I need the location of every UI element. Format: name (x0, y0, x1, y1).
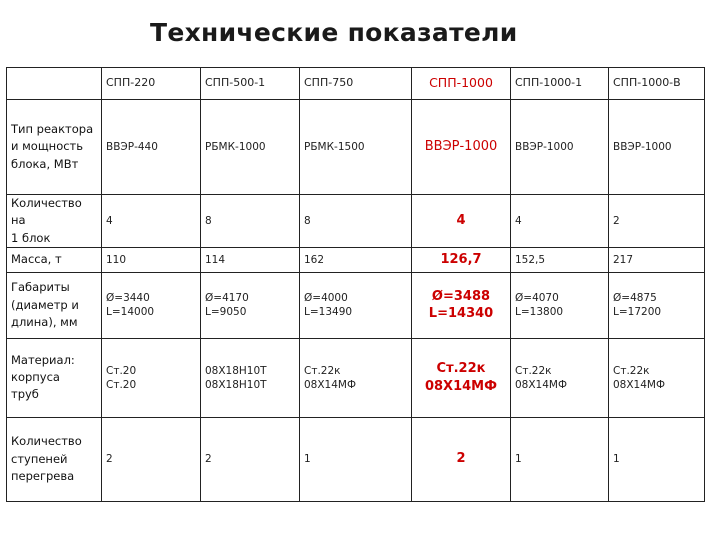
table-cell (102, 272, 201, 338)
table-cell (300, 195, 412, 248)
cell-value: Ст.22к (515, 364, 552, 377)
row-label (7, 195, 102, 248)
table-cell (102, 100, 201, 195)
table-cell (201, 272, 300, 338)
column-header: СПП-220 (102, 68, 201, 100)
table-cell (609, 272, 705, 338)
table-cell (609, 338, 705, 417)
table-cell-highlighted (412, 417, 511, 501)
cell-value: 08Х18Н10Т (205, 378, 267, 391)
row-label-line: труб (11, 387, 39, 402)
table-cell (201, 247, 300, 272)
table-cell (300, 247, 412, 272)
cell-value: 4 (515, 214, 522, 227)
cell-value: L=17200 (613, 306, 662, 319)
cell-value: 08Х14МФ (515, 378, 568, 391)
table-row (7, 247, 705, 272)
table-cell (102, 338, 201, 417)
cell-value: ВВЭР-1000 (613, 140, 672, 153)
column-header: СПП-500-1 (201, 68, 300, 100)
row-label-line: корпуса (11, 370, 60, 385)
cell-value: Ø=4170 (205, 292, 249, 305)
table-cell (511, 195, 609, 248)
row-label-line: блока, МВт (11, 156, 79, 171)
row-label-line: ступеней (11, 451, 68, 466)
row-label (7, 100, 102, 195)
cell-value: L=13800 (515, 306, 564, 319)
cell-value: 110 (106, 253, 127, 266)
table-cell (609, 195, 705, 248)
cell-value: Ст.22к (436, 361, 486, 377)
row-label-line: Масса, т (11, 252, 62, 267)
cell-value: ВВЭР-1000 (515, 140, 574, 153)
cell-value: 2 (613, 214, 620, 227)
specs-table (6, 67, 705, 502)
cell-value: 114 (205, 253, 226, 266)
table-cell (609, 417, 705, 501)
cell-value: 217 (613, 253, 634, 266)
cell-value: ВВЭР-440 (106, 140, 158, 153)
table-cell (609, 247, 705, 272)
cell-value: 1 (613, 453, 620, 466)
cell-value: 1 (515, 453, 522, 466)
table-cell (201, 417, 300, 501)
column-header: СПП-1000-В (609, 68, 705, 100)
cell-value: 8 (205, 214, 212, 227)
row-label (7, 272, 102, 338)
row-label-line: Количество (11, 434, 82, 449)
cell-value: РБМК-1000 (205, 140, 266, 153)
cell-value: Ст.22к (304, 364, 341, 377)
table-cell (511, 100, 609, 195)
table-cell (300, 100, 412, 195)
column-header: СПП-750 (300, 68, 412, 100)
table-cell-highlighted (412, 100, 511, 195)
header-row (7, 68, 705, 100)
table-cell-highlighted (412, 338, 511, 417)
cell-value: L=14000 (106, 306, 155, 319)
row-label-line: (диаметр и (11, 297, 79, 312)
table-cell (102, 247, 201, 272)
row-label-line: Тип реактора (11, 122, 94, 137)
row-label (7, 247, 102, 272)
cell-value: 2 (456, 451, 466, 467)
cell-value: 4 (456, 213, 466, 229)
cell-value: 126,7 (440, 251, 482, 267)
table-cell-highlighted (412, 195, 511, 248)
table-row (7, 195, 705, 248)
table-cell (201, 195, 300, 248)
table-cell-highlighted (412, 247, 511, 272)
row-label-line: длина), мм (11, 314, 78, 329)
table-cell (511, 338, 609, 417)
row-label-line: 1 блок (11, 230, 51, 245)
cell-value: Ø=3440 (106, 292, 150, 305)
table-cell (609, 100, 705, 195)
cell-value: 08Х14МФ (304, 378, 357, 391)
cell-value: 2 (106, 453, 113, 466)
table-cell-highlighted (412, 272, 511, 338)
table-cell (300, 338, 412, 417)
cell-value: Ø=4070 (515, 292, 559, 305)
table-cell (201, 100, 300, 195)
cell-value: L=14340 (428, 306, 494, 322)
corner-cell (7, 68, 102, 100)
cell-value: Ø=4875 (613, 292, 657, 305)
cell-value: 08Х18Н10Т (205, 364, 267, 377)
table-cell (511, 272, 609, 338)
cell-value: Ø=3488 (431, 288, 491, 304)
cell-value: Ø=4000 (304, 292, 348, 305)
table-row (7, 100, 705, 195)
cell-value: 152,5 (515, 253, 546, 266)
table-cell (102, 195, 201, 248)
cell-value: Ст.22к (613, 364, 650, 377)
cell-value: 162 (304, 253, 325, 266)
page-title: Технические показатели (150, 18, 518, 47)
row-label-line: Количество на (11, 196, 82, 228)
cell-value: Ст.20 (106, 378, 137, 391)
cell-value: РБМК-1500 (304, 140, 365, 153)
table-cell (300, 272, 412, 338)
cell-value: 4 (106, 214, 113, 227)
cell-value: 08Х14МФ (424, 378, 498, 394)
table-row (7, 338, 705, 417)
cell-value: L=9050 (205, 306, 247, 319)
column-header-highlighted: СПП-1000 (412, 68, 511, 100)
table-cell (511, 417, 609, 501)
row-label-line: Материал: (11, 352, 75, 367)
cell-value: 08Х14МФ (613, 378, 666, 391)
row-label (7, 338, 102, 417)
cell-value: 2 (205, 453, 212, 466)
table-row (7, 272, 705, 338)
table-cell (300, 417, 412, 501)
column-header: СПП-1000-1 (511, 68, 609, 100)
cell-value: 1 (304, 453, 311, 466)
table-cell (511, 247, 609, 272)
row-label-line: перегрева (11, 468, 75, 483)
table-row (7, 417, 705, 501)
row-label-line: и мощность (11, 139, 84, 154)
cell-value: ВВЭР-1000 (424, 139, 498, 155)
cell-value: 8 (304, 214, 311, 227)
table-cell (201, 338, 300, 417)
row-label-line: Габариты (11, 280, 70, 295)
cell-value: Ст.20 (106, 364, 137, 377)
row-label (7, 417, 102, 501)
cell-value: L=13490 (304, 306, 353, 319)
table-cell (102, 417, 201, 501)
